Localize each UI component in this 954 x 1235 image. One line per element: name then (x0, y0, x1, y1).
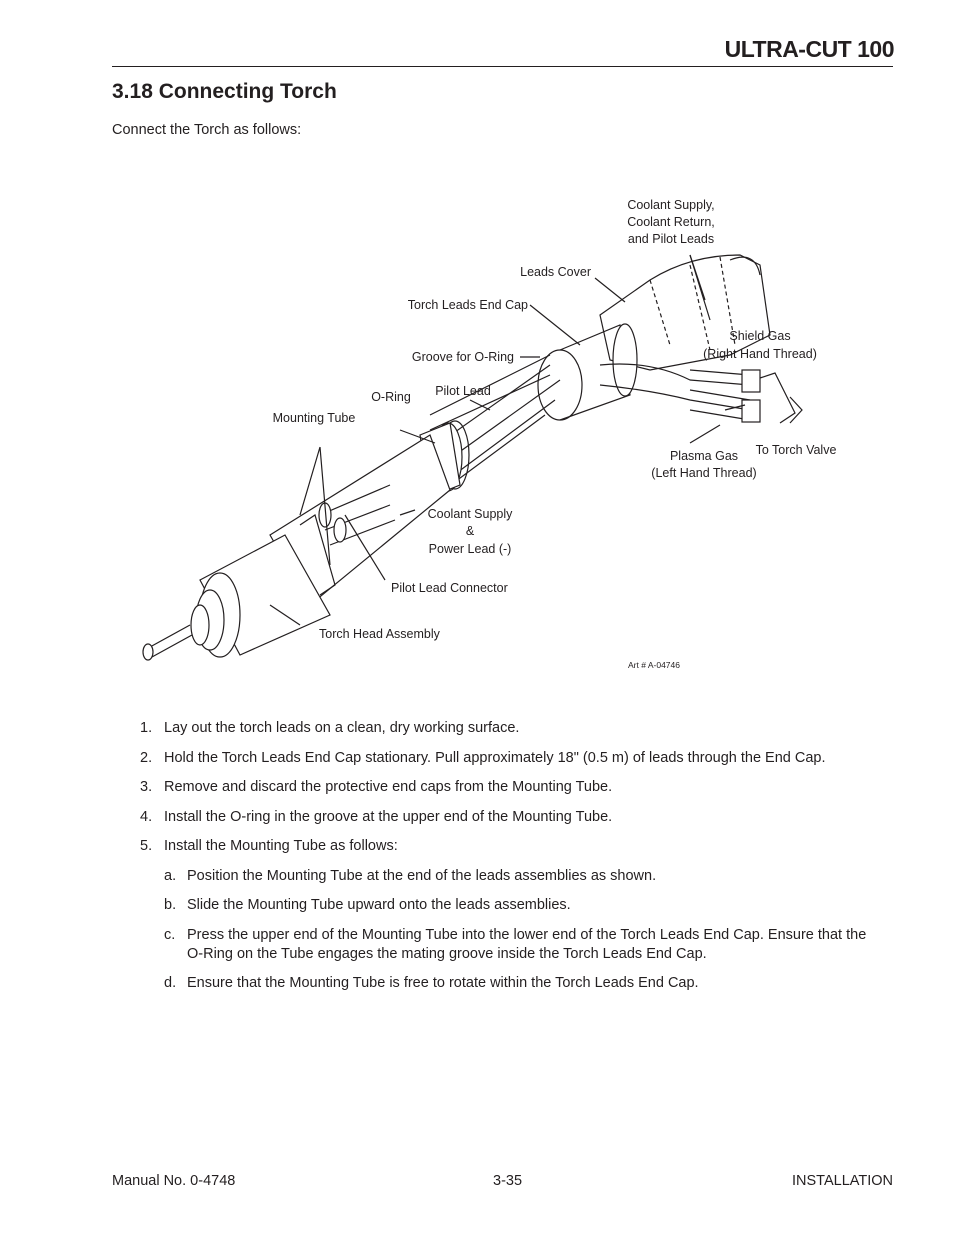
callout-shield-gas-2: (Right Hand Thread) (703, 347, 817, 361)
callout-torch-leads-end-cap: Torch Leads End Cap (407, 298, 528, 312)
callout-leads-cover: Leads Cover (520, 265, 591, 279)
callout-plasma-gas-1: Plasma Gas (669, 449, 739, 463)
callout-pilot-lead-connector: Pilot Lead Connector (391, 581, 508, 595)
sub-list-item: b. Slide the Mounting Tube upward onto the leads assemblies. (164, 897, 571, 913)
list-item: 3. Remove and discard the protective end caps from the Mounting Tube. (140, 779, 613, 795)
intro-text: Connect the Torch as follows: (112, 122, 302, 138)
callout-to-torch-valve: To Torch Valve (755, 443, 837, 457)
header-rule (112, 66, 893, 67)
callout-coolant-power-2: & (465, 524, 475, 538)
list-item: 2. Hold the Torch Leads End Cap stationary. Pull approximately 18" (0.5 m) of leads through the End Cap. (140, 749, 826, 766)
product-title: ULTRA-CUT 100 (724, 36, 894, 62)
sub-list-item: a. Position the Mounting Tube at the end of the leads assemblies as shown. (164, 867, 657, 884)
callout-plasma-gas-2: (Left Hand Thread) (651, 466, 757, 480)
callout-o-ring: O-Ring (371, 390, 411, 404)
callout-coolant-leads-2: Coolant Return, (627, 215, 715, 229)
callout-coolant-power-1: Coolant Supply (427, 507, 513, 521)
footer-page-number: 3-35 (493, 1173, 523, 1189)
callout-groove-o-ring: Groove for O-Ring (411, 350, 514, 364)
footer-section-name: INSTALLATION (792, 1173, 893, 1189)
callout-coolant-leads-1: Coolant Supply, (627, 198, 715, 212)
list-item: 4. Install the O-ring in the groove at the upper end of the Mounting Tube. (140, 808, 613, 825)
art-number: Art # A-04746 (628, 660, 680, 670)
instruction-steps (112, 719, 882, 1004)
callout-coolant-leads-3: and Pilot Leads (627, 232, 715, 246)
torch-illustration (130, 185, 850, 685)
list-item: 1. Lay out the torch leads on a clean, dry working surface. (140, 720, 520, 736)
torch-diagram (130, 185, 850, 685)
callout-pilot-lead: Pilot Lead (435, 384, 491, 398)
list-item: 5. Install the Mounting Tube as follows: (140, 838, 398, 854)
callout-shield-gas-1: Shield Gas (729, 329, 791, 343)
callout-torch-head-assembly: Torch Head Assembly (319, 627, 440, 641)
sub-list-item: d. Ensure that the Mounting Tube is free to rotate within the Torch Leads End Cap. (164, 975, 699, 991)
footer-manual-number: Manual No. 0-4748 (112, 1173, 236, 1189)
section-title: 3.18 Connecting Torch (112, 80, 337, 103)
callout-coolant-power-3: Power Lead (-) (428, 542, 512, 556)
callout-mounting-tube: Mounting Tube (272, 411, 356, 425)
sub-list-item: c. Press the upper end of the Mounting Tube into the lower end of the Torch Leads End Cap. Ensure that the O-Ring on the Tube engages the mating groove inside the Torch Leads End Cap. (164, 926, 867, 962)
